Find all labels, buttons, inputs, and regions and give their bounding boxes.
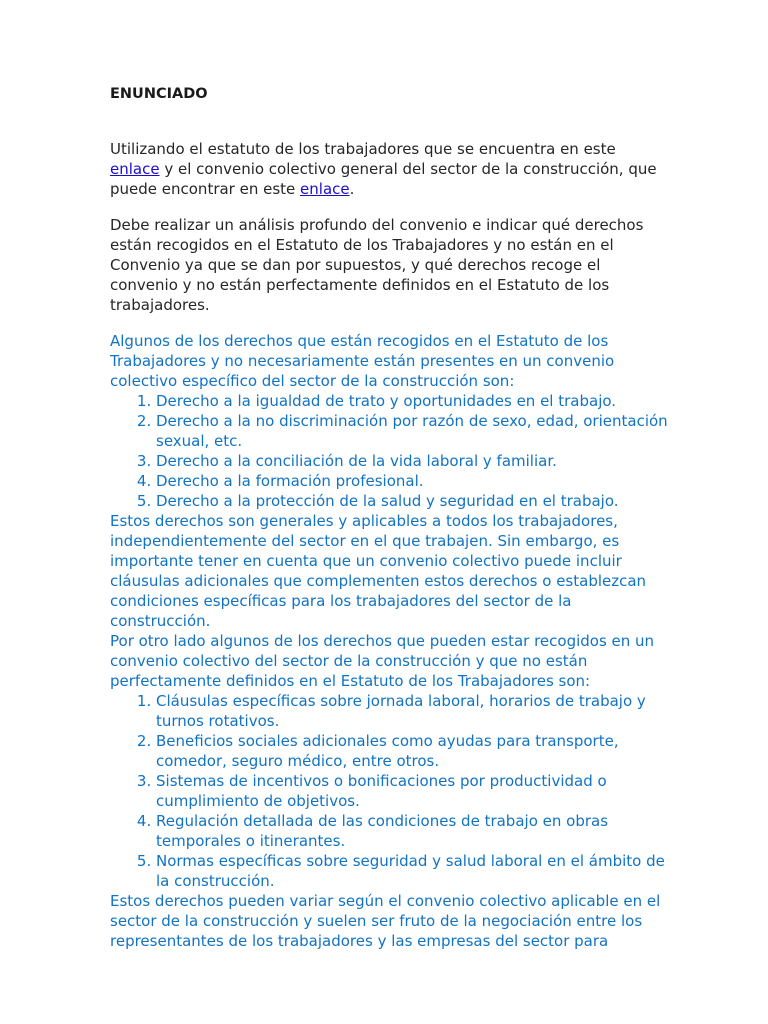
agreement-link[interactable]: enlace xyxy=(300,180,350,198)
statute-link[interactable]: enlace xyxy=(110,160,160,178)
list-item: 2. Beneficios sociales adicionales como ayudas para transporte, comedor, seguro médico, entre otros. xyxy=(156,731,670,771)
intro-text-3: . xyxy=(349,180,355,198)
task-paragraph: Debe realizar un análisis profundo del convenio e indicar qué derechos están recogidos en el Estatuto de los Trabajadores y no están en el Convenio ya que se dan por supuestos, y qué derechos recoge el convenio y no están perfectamente definidos en el Estatuto de los trabajadores. xyxy=(110,216,644,314)
document-heading: ENUNCIADO xyxy=(110,86,208,102)
document-page xyxy=(110,84,670,951)
intro-text-2: y el convenio colectivo general del sector de la construcción, que puede encontrar en este xyxy=(110,160,657,198)
answer-paragraph-1: Algunos de los derechos que están recogidos en el Estatuto de los Trabajadores y no necesariamente están presentes en un convenio colectivo específico del sector de la construcción son: xyxy=(110,332,615,390)
list-item: 2. Derecho a la no discriminación por razón de sexo, edad, orientación sexual, etc. xyxy=(156,411,670,451)
list-item: 3. Derecho a la conciliación de la vida laboral y familiar. xyxy=(156,451,670,471)
list-item: 5. Derecho a la protección de la salud y seguridad en el trabajo. xyxy=(156,491,670,511)
list-item: 5. Normas específicas sobre seguridad y salud laboral en el ámbito de la construcción. xyxy=(156,851,670,891)
agreement-rights-list xyxy=(110,691,670,891)
intro-text-1: Utilizando el estatuto de los trabajadores que se encuentra en este xyxy=(110,140,616,158)
intro-paragraph xyxy=(110,139,670,199)
answer-section xyxy=(110,331,670,951)
list-item: 4. Derecho a la formación profesional. xyxy=(156,471,670,491)
list-item: 1. Cláusulas específicas sobre jornada laboral, horarios de trabajo y turnos rotativos. xyxy=(156,691,670,731)
statute-rights-list xyxy=(110,391,670,511)
answer-paragraph-4: Estos derechos pueden variar según el convenio colectivo aplicable en el sector de la construcción y suelen ser fruto de la negociación entre los representantes de los trabajadores y las empresas del sector para xyxy=(110,892,661,950)
answer-paragraph-2: Estos derechos son generales y aplicables a todos los trabajadores, independientemente del sector en el que trabajen. Sin embargo, es importante tener en cuenta que un convenio colectivo puede incluir cláusulas adicionales que complementen estos derechos o establezcan condiciones específicas para los trabajadores del sector de la construcción. xyxy=(110,512,647,630)
list-item: 3. Sistemas de incentivos o bonificaciones por productividad o cumplimiento de objetivos. xyxy=(156,771,670,811)
list-item: 4. Regulación detallada de las condiciones de trabajo en obras temporales o itinerantes. xyxy=(156,811,670,851)
answer-paragraph-3: Por otro lado algunos de los derechos que pueden estar recogidos en un convenio colectivo del sector de la construcción y que no están perfectamente definidos en el Estatuto de los Trabajadores son: xyxy=(110,632,655,690)
list-item: 1. Derecho a la igualdad de trato y oportunidades en el trabajo. xyxy=(156,391,670,411)
